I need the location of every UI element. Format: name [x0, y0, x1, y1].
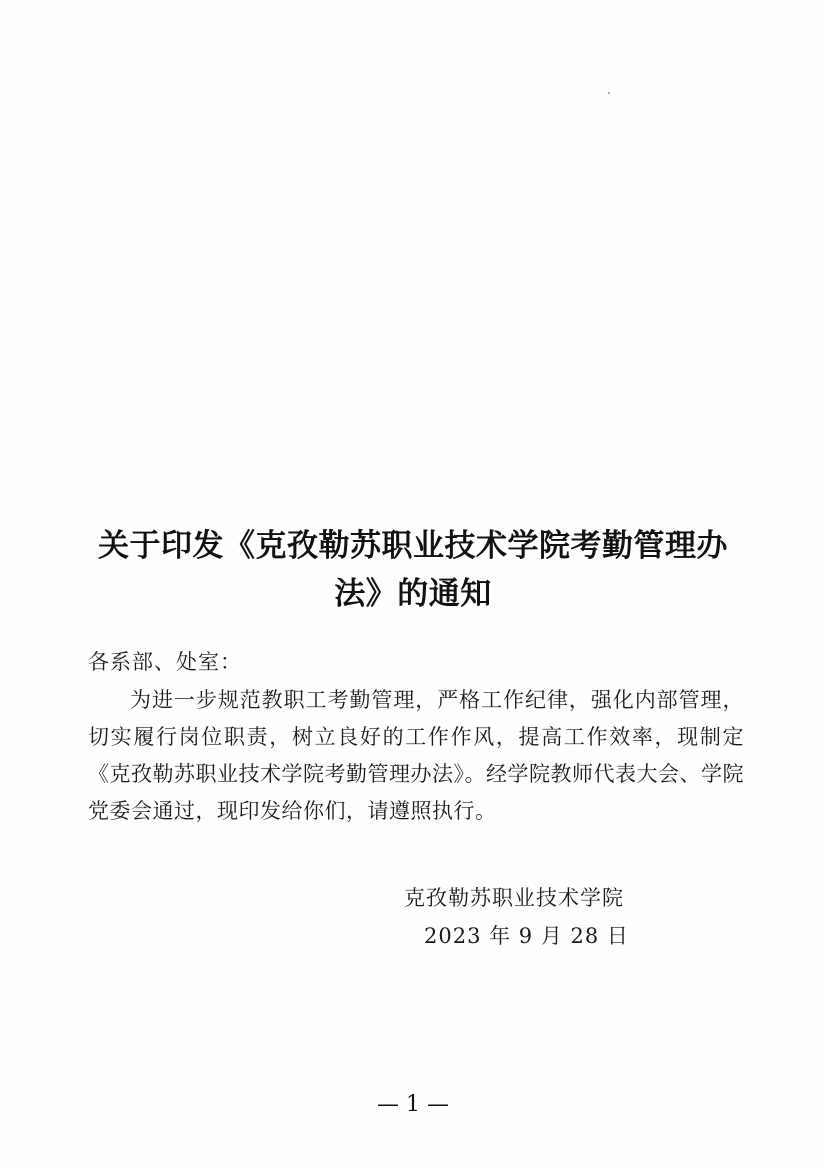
signature-organization: 克孜勒苏职业技术学院	[404, 886, 624, 910]
scan-speck	[608, 92, 610, 94]
title-line-2: 法》的通知	[334, 576, 492, 612]
document-title	[60, 522, 766, 618]
signature-date: 2023 年 9 月 28 日	[424, 924, 629, 948]
body-paragraph: 为进一步规范教职工考勤管理，严格工作纪律，强化内部管理，切实履行岗位职责，树立良好的工作作风，提高工作效率，现制定《克孜勒苏职业技术学院考勤管理办法》。经学院教师代表大会、学院党委会通过，现印发给你们，请遵照执行。	[88, 688, 744, 823]
page-number: — 1 —	[377, 1092, 449, 1117]
title-line-1: 关于印发《克孜勒苏职业技术学院考勤管理办	[98, 528, 728, 564]
salutation: 各系部、处室：	[88, 650, 242, 674]
